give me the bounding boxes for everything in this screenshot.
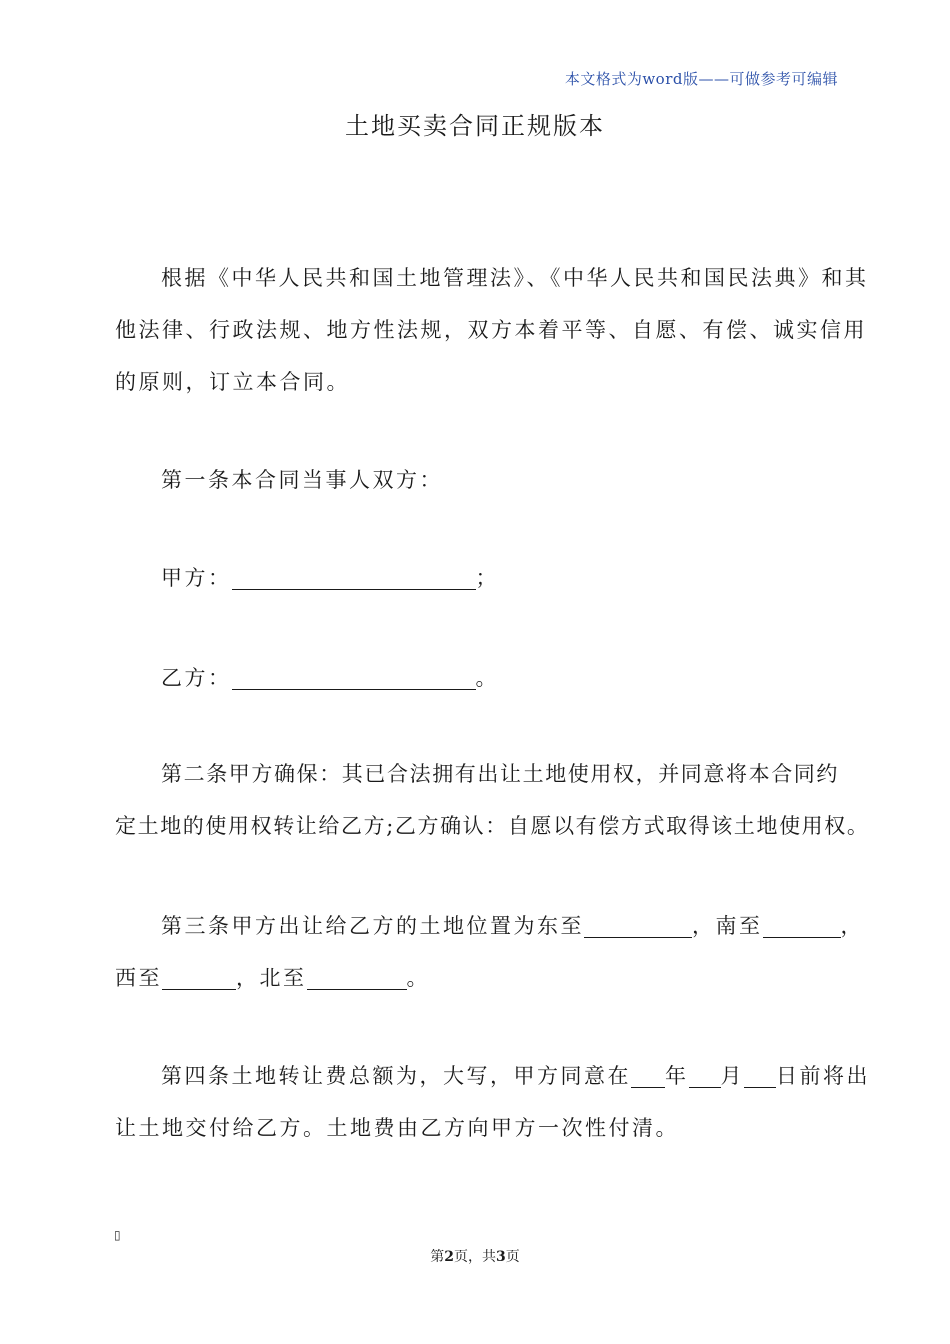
total-pages: 3	[496, 1249, 506, 1265]
article-2	[115, 748, 870, 852]
article-4	[115, 1050, 870, 1154]
month-blank[interactable]	[689, 1065, 721, 1088]
party-b-label: 乙方：	[161, 666, 232, 690]
article-3-text: 西至	[115, 966, 162, 990]
party-b-end: 。	[475, 666, 499, 690]
preamble-line: 他法律、行政法规、地方性法规，双方本着平等、自愿、有偿、诚实信用	[115, 318, 867, 342]
page-number: 第2页，共3页	[430, 1249, 520, 1265]
year-blank[interactable]	[631, 1065, 665, 1088]
party-a-row	[115, 552, 837, 604]
month-label: 月	[720, 1064, 744, 1088]
west-boundary-blank[interactable]	[162, 967, 236, 990]
north-boundary-blank[interactable]	[307, 967, 407, 990]
article-4-text: 第四条土地转让费总额为，大写，甲方同意在	[161, 1064, 631, 1088]
article-3-text: 。	[406, 966, 430, 990]
party-a-end: ；	[475, 566, 499, 590]
preamble-line: 的原则，订立本合同。	[115, 370, 350, 394]
south-boundary-blank[interactable]	[763, 915, 841, 938]
article-3-text: ，	[840, 914, 864, 938]
party-b-blank[interactable]	[232, 667, 476, 690]
preamble-paragraph	[115, 252, 869, 408]
header-note: 本文格式为word版——可做参考可编辑	[564, 70, 838, 88]
article-4-line: 让土地交付给乙方。土地费由乙方向甲方一次性付清。	[115, 1116, 679, 1140]
current-page: 2	[444, 1249, 454, 1265]
preamble-line: 根据《中华人民共和国土地管理法》、《中华人民共和国民法典》和其	[161, 266, 869, 290]
article-1	[115, 454, 837, 506]
article-3-text: ，北至	[236, 966, 307, 990]
party-a-label: 甲方：	[161, 566, 232, 590]
party-b-row	[115, 652, 837, 704]
article-3-text: ，南至	[692, 914, 763, 938]
article-2-line: 定土地的使用权转让给乙方;乙方确认：自愿以有偿方式取得该土地使用权。	[115, 814, 870, 838]
article-3	[115, 900, 864, 1004]
article-1-text: 第一条本合同当事人双方：	[161, 468, 443, 492]
document-title: 土地买卖合同正规版本	[345, 112, 605, 140]
article-2-line: 第二条甲方确保：其已合法拥有出让土地使用权，并同意将本合同约	[161, 762, 839, 786]
east-boundary-blank[interactable]	[584, 915, 692, 938]
day-blank[interactable]	[744, 1065, 776, 1088]
year-label: 年	[665, 1064, 689, 1088]
party-a-blank[interactable]	[232, 567, 476, 590]
article-4-text: 日前将出	[776, 1064, 870, 1088]
article-3-text: 第三条甲方出让给乙方的土地位置为东至	[161, 914, 584, 938]
footer-mark: ▯	[114, 1228, 121, 1242]
